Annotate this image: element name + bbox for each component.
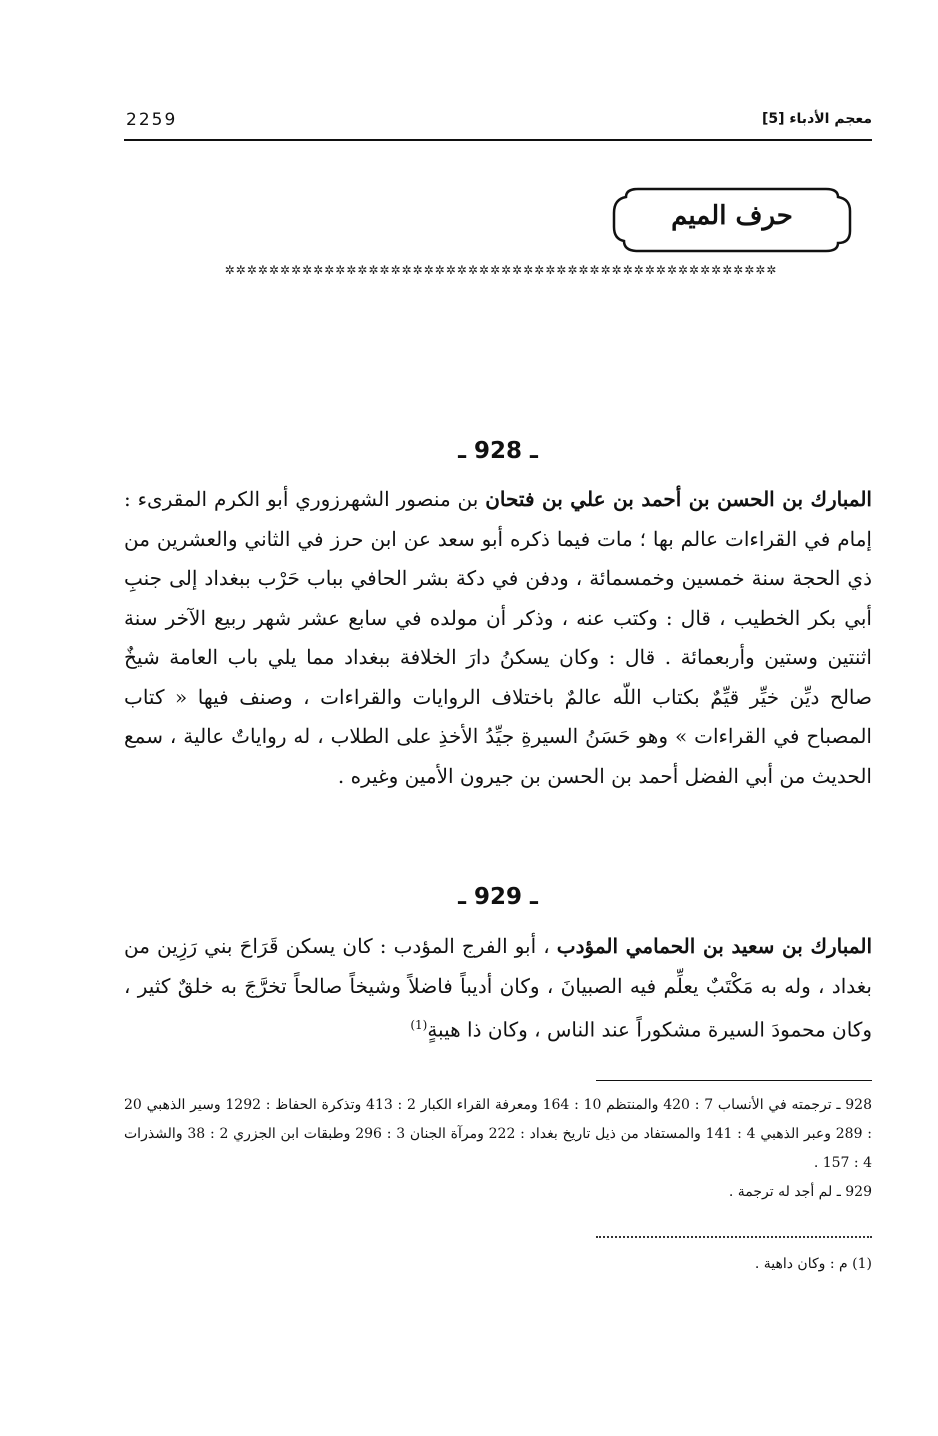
entry-929-name: المبارك بن سعيد بن الحمامي المؤدب — [556, 934, 872, 958]
header-rule — [124, 139, 872, 141]
entry-928-body: بن منصور الشهرزوري أبو الكرم المقرىء : إمام في القراءات عالم بها ؛ مات فيما ذكره أبو سعد عن ابن حرز في الثاني والعشرين من ذي الحجة سنة خمسين وخمسمائة ، ودفن في دكة بشر الحافي بباب حَرْب ببغداد إلى جنبِ أبي بكر الخطيب ، قال : وكتب عنه ، وذكر أن مولده في سابع عشر شهر ربيع الآخر سنة اثنتين وستين وأربعمائة . قال : وكان يسكنُ دارَ الخلافة ببغداد مما يلي باب العامة شيخٌ صالح ديِّن خيِّر قيِّمٌ بكتاب اللّه عالمٌ باختلاف الروايات والقراءات ، وصنف فيها « كتاب المصباح في القراءات » وهو حَسَنُ السيرةِ جيِّدُ الأخذِ على الطلاب ، له رواياتٌ عالية ، سمع الحديث من أبي الفضل أحمد بن الحسن بن جيرون الأمين وغيره . — [124, 487, 872, 788]
footnote-marker: (1) — [410, 1018, 428, 1032]
entry-928-text — [124, 480, 872, 796]
chapter-heading-box — [612, 187, 852, 253]
entry-929-body: ، أبو الفرج المؤدب : كان يسكن قَرَاحَ بني رَزِين من بغداد ، وله به مَكْتَبٌ يعلِّم فيه الصبيانَ ، وكان أديباً فاضلاً وشيخاً صالحاً تخرَّجَ به خلقٌ كثير ، وكان محمودَ السيرة مشكوراً عند الناس ، وكان ذا هيبةٍ — [124, 934, 872, 1042]
footnote-rule — [596, 1080, 872, 1081]
variant-note: (1) م : وكان داهية . — [754, 1256, 872, 1272]
running-title: معجم الأدباء [5] — [761, 111, 872, 127]
entry-928-name: المبارك بن الحسن بن أحمد بن علي بن فتحان — [485, 487, 872, 511]
entry-929-text — [124, 927, 872, 1050]
dotted-rule — [596, 1236, 872, 1238]
footnotes — [124, 1091, 872, 1207]
chapter-title: حرف الميم — [671, 201, 793, 231]
star-divider: ✲✲✲✲✲✲✲✲✲✲✲✲✲✲✲✲✲✲✲✲✲✲✲✲✲✲✲✲✲✲✲✲✲✲✲✲✲✲✲✲✲✲✲✲✲✲✲✲✲✲ — [224, 263, 778, 277]
page-number: 2259 — [126, 110, 178, 130]
entry-number-929: ـ 929 ـ — [458, 884, 538, 910]
footnote-928: 928 ـ ترجمته في الأنساب 7 : 420 والمنتظم 10 : 164 ومعرفة القراء الكبار 2 : 413 وتذكرة الحفاظ : 1292 وسير الذهبي 20 : 289 وعبر الذهبي 4 : 141 والمستفاد من ذيل تاريخ بغداد : 222 ومرآة الجنان 3 : 296 وطبقات ابن الجزري 2 : 38 والشذرات 4 : 157 . — [124, 1097, 872, 1171]
entry-number-928: ـ 928 ـ — [458, 438, 538, 464]
footnote-929: 929 ـ لم أجد له ترجمة . — [728, 1184, 872, 1200]
